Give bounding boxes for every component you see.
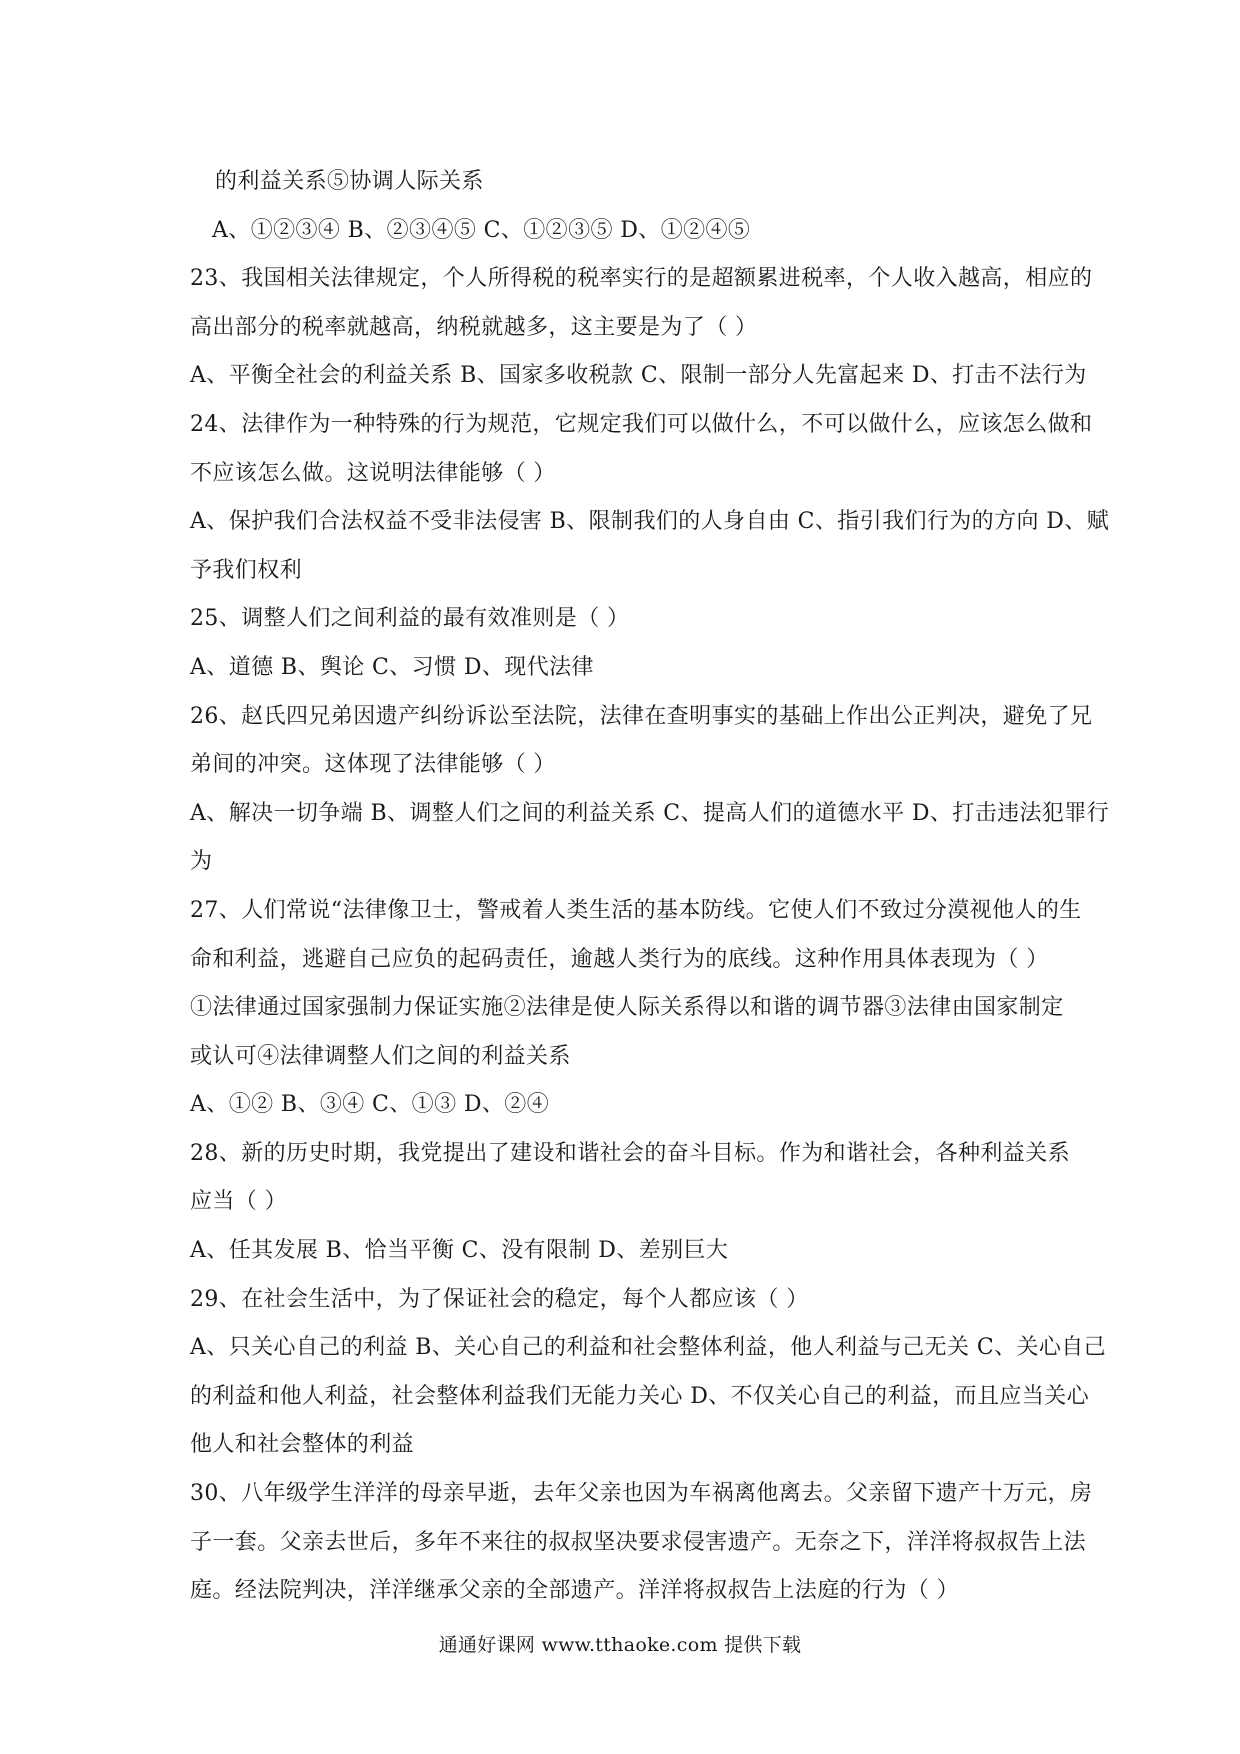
text-line: 他人和社会整体的利益 [190, 1432, 415, 1458]
text-line: 为 [190, 849, 213, 875]
question-29: 29、在社会生活中，为了保证社会的稳定，每个人都应该（ ） [190, 1286, 809, 1312]
answer-options: A、①② B、③④ C、①③ D、②④ [190, 1092, 550, 1118]
page-footer: 通通好课网 www.tthaoke.com 提供下载 [438, 1634, 802, 1656]
text-line: 的利益关系⑤协调人际关系 [215, 169, 484, 194]
question-26: 26、赵氏四兄弟因遗产纠纷诉讼至法院，法律在查明事实的基础上作出公正判决，避免了兄 [190, 703, 1093, 729]
text-line: ①法律通过国家强制力保证实施②法律是使人际关系得以和谐的调节器③法律由国家制定 [190, 995, 1064, 1021]
answer-options: A、任其发展 B、恰当平衡 C、没有限制 D、差别巨大 [190, 1238, 729, 1264]
text-line: 予我们权利 [190, 557, 303, 583]
question-23: 23、我国相关法律规定，个人所得税的税率实行的是超额累进税率，个人收入越高，相应的 [190, 266, 1093, 292]
question-24: 24、法律作为一种特殊的行为规范，它规定我们可以做什么，不可以做什么，应该怎么做和 [190, 411, 1093, 437]
text-line: 不应该怎么做。这说明法律能够（ ） [190, 460, 556, 486]
text-line: 或认可④法律调整人们之间的利益关系 [190, 1043, 571, 1069]
question-text [190, 158, 1110, 1616]
text-line: 的利益和他人利益，社会整体利益我们无能力关心 D、不仅关心自己的利益，而且应当关心 [190, 1383, 1090, 1409]
text-line: 命和利益，逃避自己应负的起码责任，逾越人类行为的底线。这种作用具体表现为（ ） [190, 946, 1049, 972]
answer-options: A、道德 B、舆论 C、习惯 D、现代法律 [190, 654, 594, 680]
answer-options: A、平衡全社会的利益关系 B、国家多收税款 C、限制一部分人先富起来 D、打击不法行为 [190, 363, 1087, 389]
question-28: 28、新的历史时期，我党提出了建设和谐社会的奋斗目标。作为和谐社会，各种利益关系 [190, 1140, 1070, 1166]
answer-options: A、只关心自己的利益 B、关心自己的利益和社会整体利益，他人利益与己无关 C、关心自己 [190, 1335, 1107, 1361]
answer-options: A、保护我们合法权益不受非法侵害 B、限制我们的人身自由 C、指引我们行为的方向 D、赋 [190, 509, 1110, 535]
text-line: 弟间的冲突。这体现了法律能够（ ） [190, 752, 556, 778]
text-line: 庭。经法院判决，洋洋继承父亲的全部遗产。洋洋将叔叔告上法庭的行为（ ） [190, 1578, 959, 1604]
question-27: 27、人们常说“法律像卫士，警戒着人类生活的基本防线。它使人们不致过分漠视他人的生 [190, 897, 1082, 923]
text-line: 子一套。父亲去世后，多年不来往的叔叔坚决要求侵害遗产。无奈之下，洋洋将叔叔告上法 [190, 1529, 1087, 1555]
text-line: 应当（ ） [190, 1189, 287, 1215]
question-25: 25、调整人们之间利益的最有效准则是（ ） [190, 606, 630, 632]
question-30: 30、八年级学生洋洋的母亲早逝，去年父亲也因为车祸离他离去。父亲留下遗产十万元，房 [190, 1481, 1093, 1507]
answer-options: A、①②③④ B、②③④⑤ C、①②③⑤ D、①②④⑤ [212, 217, 751, 243]
answer-options: A、解决一切争端 B、调整人们之间的利益关系 C、提高人们的道德水平 D、打击违法犯罪行 [190, 800, 1110, 826]
text-line: 高出部分的税率就越高，纳税就越多，这主要是为了（ ） [190, 314, 758, 340]
